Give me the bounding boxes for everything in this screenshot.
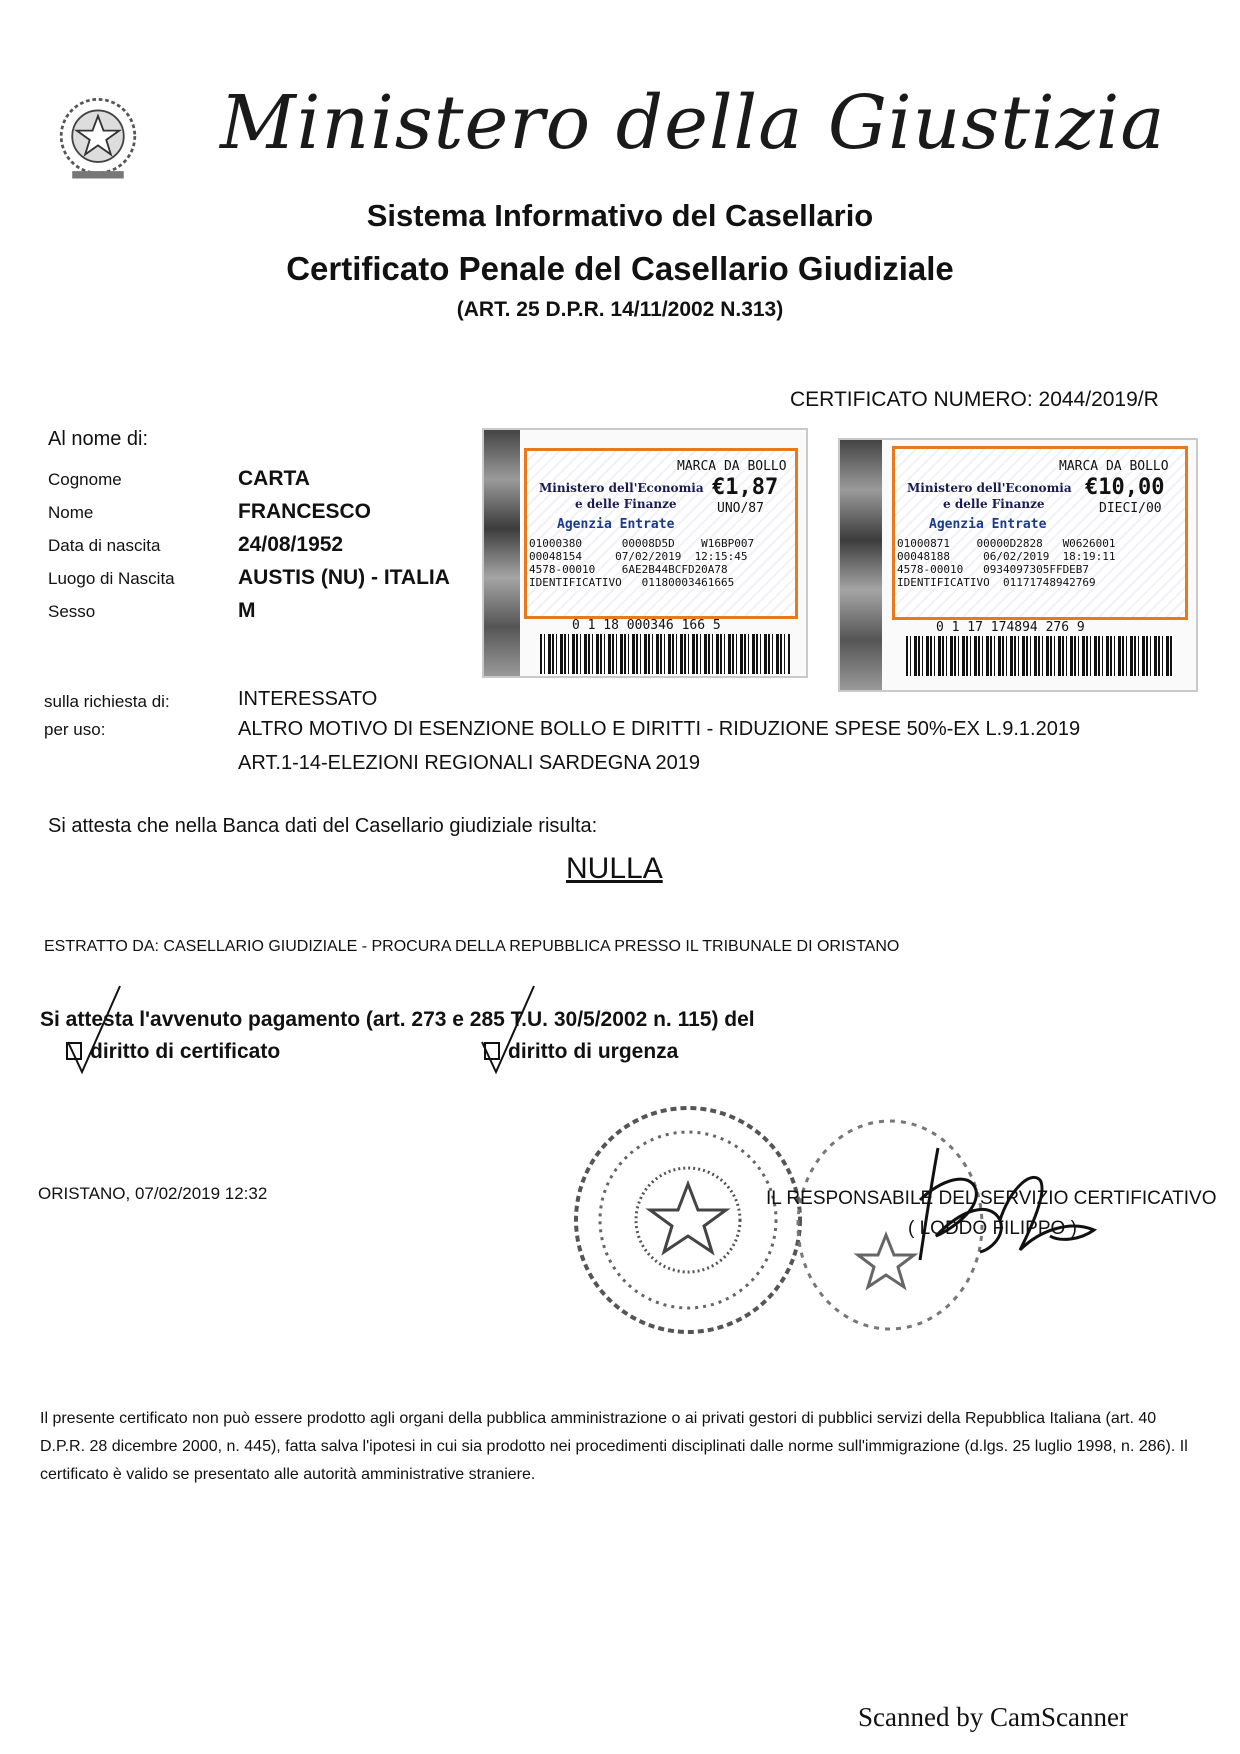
stamp-agency: Agenzia Entrate xyxy=(557,517,675,532)
stamp-kind: MARCA DA BOLLO xyxy=(677,459,787,474)
revenue-stamp xyxy=(482,428,808,678)
requester-value: INTERESSATO xyxy=(238,688,378,710)
payment-option-label: diritto di certificato xyxy=(90,1040,281,1063)
stamp-amount: €1,87 xyxy=(712,475,779,500)
result-value: NULLA xyxy=(566,852,663,885)
stamp-frame xyxy=(524,448,798,619)
stamp-kind: MARCA DA BOLLO xyxy=(1059,459,1169,474)
court-seal-icon xyxy=(568,1100,808,1340)
surname-label: Cognome xyxy=(48,470,122,489)
ministry-title: Ministero della Giustizia xyxy=(220,80,1166,166)
revenue-stamp xyxy=(838,438,1198,692)
italian-emblem-icon xyxy=(52,92,144,184)
use-value-line1: ALTRO MOTIVO DI ESENZIONE BOLLO E DIRITTI - RIDUZIONE SPESE 50%-EX L.9.1.2019 xyxy=(238,718,1081,740)
payment-option-label: diritto di urgenza xyxy=(508,1040,679,1063)
section-label: Al nome di: xyxy=(48,428,149,450)
stamp-codes: 01000871 00000D2828 W0626001 00048188 06/02/2019 18:19:11 4578-00010 0934097305FFDEB7 IDENTIFICATIVO 01171748942769 xyxy=(897,537,1116,589)
payment-text: Si attesta l'avvenuto pagamento (art. 273 e 285 T.U. 30/5/2002 n. 115) del xyxy=(40,1008,755,1031)
stamp-barcode xyxy=(540,634,790,674)
surname-value: CARTA xyxy=(238,467,310,490)
stamp-issuer: Ministero dell'Economia xyxy=(907,481,1072,495)
stamp-codes: 01000380 00008D5D W16BP007 00048154 07/02/2019 12:15:45 4578-00010 6AE2B44BCFD20A78 IDENTIFICATIVO 01180003461665 xyxy=(529,537,755,589)
stamp-amount-words: UNO/87 xyxy=(717,501,764,516)
stamp-barcode-number: 0 1 18 000346 166 5 xyxy=(572,618,721,633)
stamp-amount-words: DIECI/00 xyxy=(1099,501,1162,516)
legal-disclaimer: Il presente certificato non può essere prodotto agli organi della pubblica amministrazione o ai privati gestori di pubblici servizi della Repubblica Italiana (art. 40 D.P.R. 28 dicembre 2000, n. 445), fatta salva l'ipotesi in cui sia prodotto nei procedimenti disciplinati dalle norme sull'immigrazione (d.lgs. 25 luglio 1998, n. 286). Il certificato è valido se presentato alle autorità amministrative straniere. xyxy=(40,1410,1188,1483)
attest-text: Si attesta che nella Banca dati del Casellario giudiziale risulta: xyxy=(48,815,598,837)
checkmark-icon xyxy=(60,980,150,1080)
stamp-barcode-number: 0 1 17 174894 276 9 xyxy=(936,620,1085,635)
certificate-number: CERTIFICATO NUMERO: 2044/2019/R xyxy=(790,388,1159,411)
stamp-barcode xyxy=(906,636,1174,676)
checkmark-icon xyxy=(474,980,564,1080)
use-value-line2: ART.1-14-ELEZIONI REGIONALI SARDEGNA 2019 xyxy=(238,752,701,774)
stamp-frame xyxy=(892,446,1188,620)
legal-reference: (ART. 25 D.P.R. 14/11/2002 N.313) xyxy=(456,298,784,321)
responsible-name: ( LODDO FILIPPO ) xyxy=(908,1218,1077,1239)
birthdate-label: Data di nascita xyxy=(48,536,161,555)
stamp-issuer-2: e delle Finanze xyxy=(575,497,677,511)
place-date: ORISTANO, 07/02/2019 12:32 xyxy=(38,1184,268,1203)
stamp-agency: Agenzia Entrate xyxy=(929,517,1047,532)
requester-label: sulla richiesta di: xyxy=(44,692,170,711)
signature-icon xyxy=(880,1140,1100,1270)
stamp-amount: €10,00 xyxy=(1085,475,1165,500)
certificate-title: Certificato Penale del Casellario Giudiziale xyxy=(286,250,954,287)
hologram-strip xyxy=(840,440,882,690)
extract-text: ESTRATTO DA: CASELLARIO GIUDIZIALE - PROCURA DELLA REPUBBLICA PRESSO IL TRIBUNALE DI ORISTANO xyxy=(44,938,900,955)
use-label: per uso: xyxy=(44,720,106,739)
hologram-strip xyxy=(484,430,520,676)
stamp-issuer-2: e delle Finanze xyxy=(943,497,1045,511)
birthplace-value: AUSTIS (NU) - ITALIA xyxy=(238,566,450,589)
scanner-watermark: Scanned by CamScanner xyxy=(858,1702,1128,1732)
name-label: Nome xyxy=(48,503,94,522)
responsible-title: IL RESPONSABILE DEL SERVIZIO CERTIFICATIVO xyxy=(766,1188,1217,1209)
stamp-issuer: Ministero dell'Economia xyxy=(539,481,704,495)
birthplace-label: Luogo di Nascita xyxy=(48,569,175,588)
sex-label: Sesso xyxy=(48,602,96,621)
sex-value: M xyxy=(238,599,256,622)
name-value: FRANCESCO xyxy=(238,500,372,523)
birthdate-value: 24/08/1952 xyxy=(238,533,344,556)
system-title: Sistema Informativo del Casellario xyxy=(366,198,874,233)
